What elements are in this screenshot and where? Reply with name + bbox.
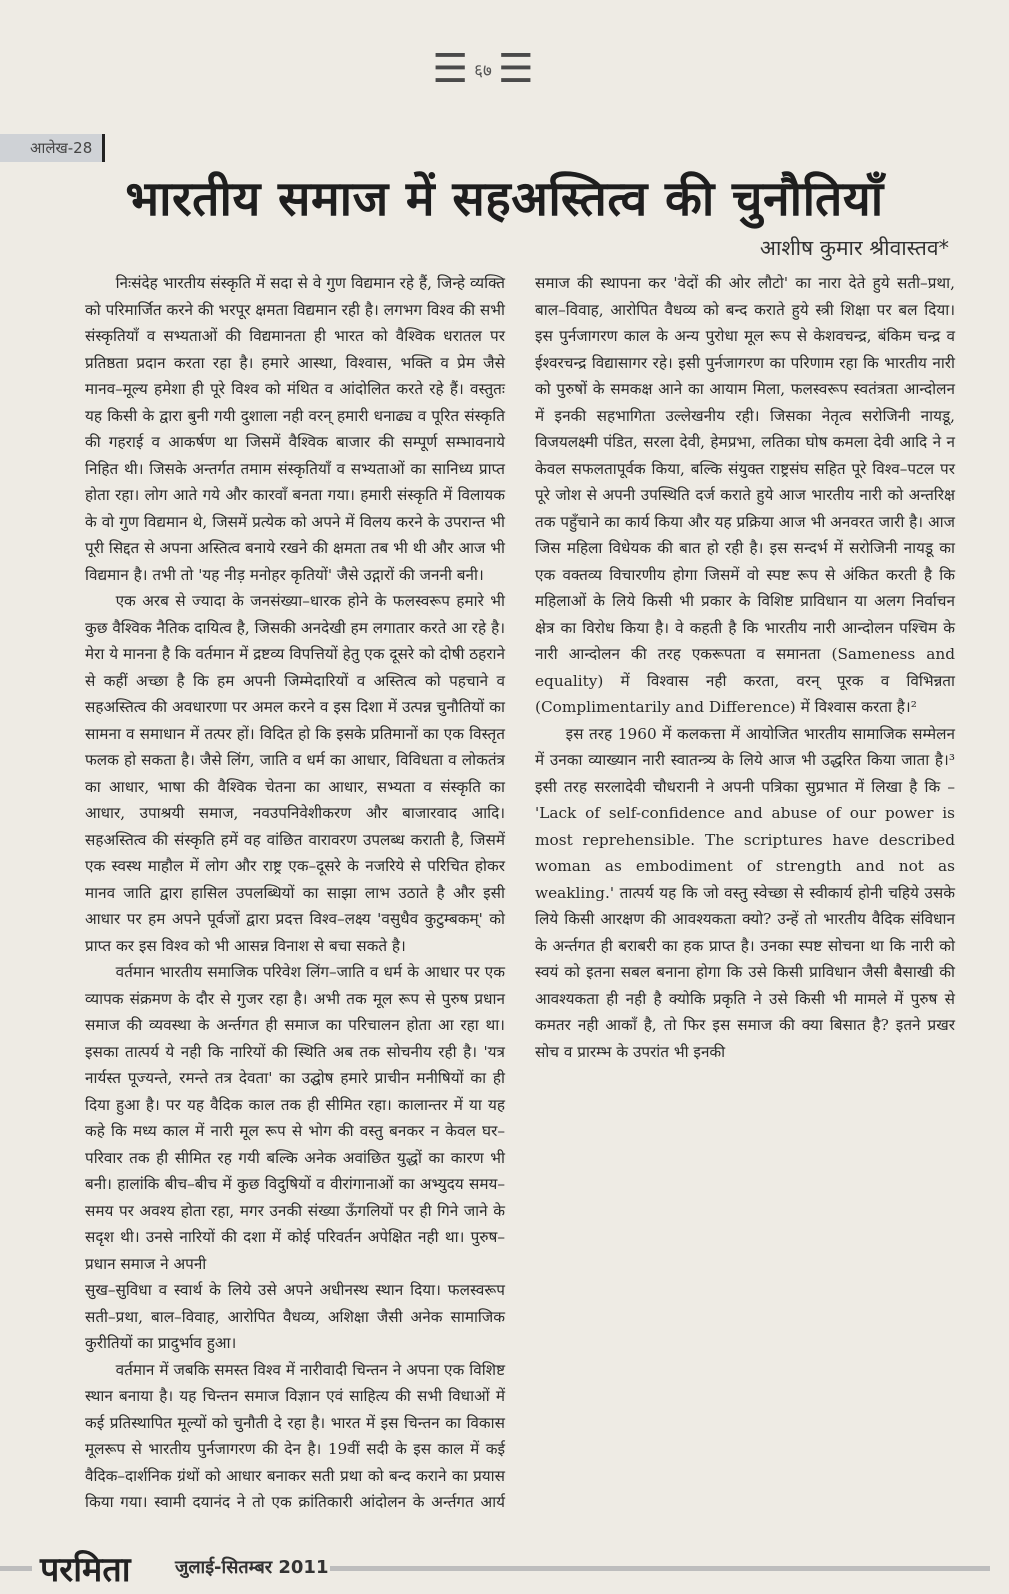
author-name: आशीष कुमार श्रीवास्तव* [759,236,949,260]
page-number [424,46,542,92]
paragraph: इस तरह 1960 में कलकत्ता में आयोजित भारतीय सामाजिक सम्मेलन में उनका व्याख्यान नारी स्वातन्त्र्य के लिये आज भी उद्धरित किया जाता है।³ इसी तरह सरलादेवी चौधरानी ने अपनी पत्रिका सुप्रभात में लिखा है कि – 'Lack of self-confidence and abuse of our power is most reprehensible. The scriptures have described woman as embodiment of strength and not as weakling.' तात्पर्य यह कि जो वस्तु स्वेच्छा से स्वीकार्य होनी चहिये उसके लिये किसी आरक्षण की आवश्यकता क्यो? उन्हें तो भारतीय वैदिक संविधान के अर्न्तगत ही बराबरी का हक प्राप्त है। उनका स्पष्ट सोचना था कि नारी को स्वयं को इतना सबल बनाना होगा कि उसे किसी प्राविधान जैसी बैसाखी की आवश्यकता ही नही है क्योकि प्रकृति ने उसे किसी भी मामले में पुरुष से कमतर नही आकाँ है, तो फिर इस समाज की क्या बिसात है? इतने प्रखर सोच व प्रारम्भ के उपरांत भी इनकी [535,724,955,1061]
paragraph: वर्तमान में जबकि समस्त विश्व में नारीवादी चिन्तन ने अपना एक विशिष्ट स्थान बनाया है। यह चिन्तन समाज विज्ञान एवं साहित्य की सभी विधाओं में कई प्रतिस्थापित मूल्यों को चुनौती दे रहा है। भारत में इस चिन्तन का विकास मूलरूप से भारतीय पुर्नजागरण की देन है। 19वीं सदी के इस काल में कई वैदिक–दार्शनिक ग्रंथों को आधार बनाकर सती प्रथा को बन्द कराने का प्रयास किया गया। स्वामी दयानंद ने तो एक क्रांतिकारी आंदोलन के अर्न्तगत आर्य समाज की स्थापना कर 'वेदों की ओर लौटो' का नारा देते हुये सती–प्रथा, बाल–विवाह, आरोपित वैधव्य को बन्द कराते हुये स्त्री शिक्षा पर बल दिया। इस पुर्नजागरण काल के अन्य पुरोधा मूल रूप से केशवचन्द्र, बंकिम चन्द्र व ईश्वरचन्द्र विद्यासागर रहे। इसी पुर्नजागरण का परिणाम रहा कि भारतीय नारी को पुरुषों के समकक्ष आने का आयाम मिला, फलस्वरूप स्वतंत्रता आन्दोलन में इनकी सहभागिता उल्लेखनीय रही। जिसका नेतृत्व सरोजिनी नायडू, विजयलक्ष्मी पंडित, सरला देवी, हेमप्रभा, लतिका घोष कमला देवी आदि ने न केवल सफलतापूर्वक किया, बल्कि संयुक्त राष्ट्रसंघ सहित पूरे विश्व–पटल पर पूरे जोश से अपनी उपस्थिति दर्ज कराते हुये आज भारतीय नारी को अन्तरिक्ष तक पहुँचाने का कार्य किया और यह प्रक्रिया आज भी अनवरत जारी है। आज जिस महिला विधेयक की बात हो रही है। इस सन्दर्भ में सरोजिनी नायडू का एक वक्तव्य विचारणीय होगा जिसमें वो स्पष्ट रूप से अंकित करती है कि महिलाओं के लिये किसी भी प्रकार के विशिष्ट प्राविधान या अलग निर्वाचन क्षेत्र का विरोध किया है। वे कहती है कि भारतीय नारी आन्दोलन पश्चिम के नारी आन्दोलन की तरह एकरूपता व समानता (Sameness and equality) में विश्वास नही करता, वरन् पूरक व विभिन्नता (Complimentarily and Difference) में विश्वास करता है।² [85,274,955,1511]
footer-rule [330,1566,990,1571]
article-tag: आलेख-28 [0,134,105,162]
paragraph: सुख–सुविधा व स्वार्थ के लिये उसे अपने अधीनस्थ स्थान दिया। फलस्वरूप सती–प्रथा, बाल–विवाह, आरोपित वैधव्य, अशिक्षा जैसी अनेक सामाजिक कुरीतियों का प्रादुर्भाव हुआ। [85,1281,505,1352]
magazine-logo: परमिता [40,1550,131,1590]
ornament-left: ☰ [432,46,469,92]
ornament-right: ☰ [497,46,534,92]
article-body [85,270,955,1540]
issue-date: जुलाई-सितम्बर 2011 [175,1557,329,1578]
paragraph: एक अरब से ज्यादा के जनसंख्या–धारक होने के फलस्वरूप हमारे भी कुछ वैश्विक नैतिक दायित्व है, जिसकी अनदेखी हम लगातार करते आ रहे है। मेरा ये मानना है कि वर्तमान में द्रष्टव्य विपत्तियों हेतु एक दूसरे को दोषी ठहराने से कहीं अच्छा है कि हम अपनी जिम्मेदारियों व अस्तित्व को पहचाने व सहअस्तित्व की अवधारणा पर अमल करने व इस दिशा में उत्पन्न चुनौतियों का सामना व समाधान में तत्पर हों। विदित हो कि इसके प्रतिमानों का एक विस्तृत फलक हो सकता है। जैसे लिंग, जाति व धर्म का आधार, विविधता व लोकतंत्र का आधार, भाषा की वैश्विक चेतना का आधार, सभ्यता व संस्कृति का आधार, उपाश्रयी समाज, नवउपनिवेशीकरण और बाजारवाद आदि। सहअस्तित्व की संस्कृति हमें वह वांछित वारावरण उपलब्ध कराती है, जिसमें एक स्वस्थ माहौल में लोग और राष्ट्र एक–दूसरे के नजरिये से परिचित होकर मानव जाति द्वारा हासिल उपलब्धियों का साझा लाभ उठाते है और इसी आधार पर हम अपने पूर्वजों द्वारा प्रदत्त विश्व–लक्ष्य 'वसुधैव कुटुम्बकम्' को प्राप्त कर इस विश्व को भी आसन्न विनाश से बचा सकते है। [85,592,505,955]
paragraph: वर्तमान भारतीय समाजिक परिवेश लिंग–जाति व धर्म के आधार पर एक व्यापक संक्रमण के दौर से गुजर रहा है। अभी तक मूल रूप से पुरुष प्रधान समाज की व्यवस्था के अर्न्तगत ही समाज का परिचालन होता आ रहा था। इसका तात्पर्य ये नही कि नारियों की स्थिति अब तक सोचनीय रही है। 'यत्र नार्यस्त पूज्यन्ते, रमन्ते तत्र देवता' का उद्घोष हमारे प्राचीन मनीषियों का ही दिया हुआ है। पर यह वैदिक काल तक ही सीमित रहा। कालान्तर में या यह कहे कि मध्य काल में नारी मूल रूप से भोग की वस्तु बनकर न केवल घर–परिवार तक ही सीमित रह गयी बल्कि अनेक अवांछित युद्धों का कारण भी बनी। हालांकि बीच–बीच में कुछ विदुषियों व वीरांगानाओं का अभ्युदय समय–समय पर अवश्य होता रहा, मगर उनकी संख्या ऊँगलियों पर ही गिने जाने के सदृश थी। उनसे नारियों की दशा में कोई परिवर्तन अपेक्षित नही था। पुरुष–प्रधान समाज ने अपनी [85,963,505,1273]
page-number-text: ६७ [474,60,492,81]
footer-rule-left [0,1566,32,1571]
paragraph: निःसंदेह भारतीय संस्कृति में सदा से वे गुण विद्यमान रहे हैं, जिन्हे व्यक्ति को परिमार्जित करने की भरपूर क्षमता विद्यमान रही है। लगभग विश्व की सभी संस्कृतियाँ व सभ्यताओं की विद्यमानता ही भारत को वैश्विक धरातल पर प्रतिष्ठता प्रदान करता रहा है। हमारे आस्था, विश्वास, भक्ति व प्रेम जैसे मानव–मूल्य हमेशा ही पूरे विश्व को मंथित व आंदोलित करते रहे हैं। वस्तुतः यह किसी के द्वारा बुनी गयी दुशाला नही वरन् हमारी धनाढ्य व पूरित संस्कृति की गहराई व आकर्षण था जिसमें वैश्विक बाजार की सम्पूर्ण सम्भावनाये निहित थी। जिसके अन्तर्गत तमाम संस्कृतियाँ व सभ्यताओं का सानिध्य प्राप्त होता रहा। लोग आते गये और कारवाँ बनता गया। हमारी संस्कृति में विलायक के वो गुण विद्यमान थे, जिसमें प्रत्येक को अपने में विलय करने के उपरान्त भी पूरी सिद्दत से अपना अस्तित्व बनाये रखने की क्षमता तब भी थी और आज भी विद्यमान है। तभी तो 'यह नीड़ मनोहर कृतियों' जैसे उद्गारों की जननी बनी। [85,274,505,584]
article-title: भारतीय समाज में सहअस्तित्व की चुनौतियाँ [125,171,884,227]
